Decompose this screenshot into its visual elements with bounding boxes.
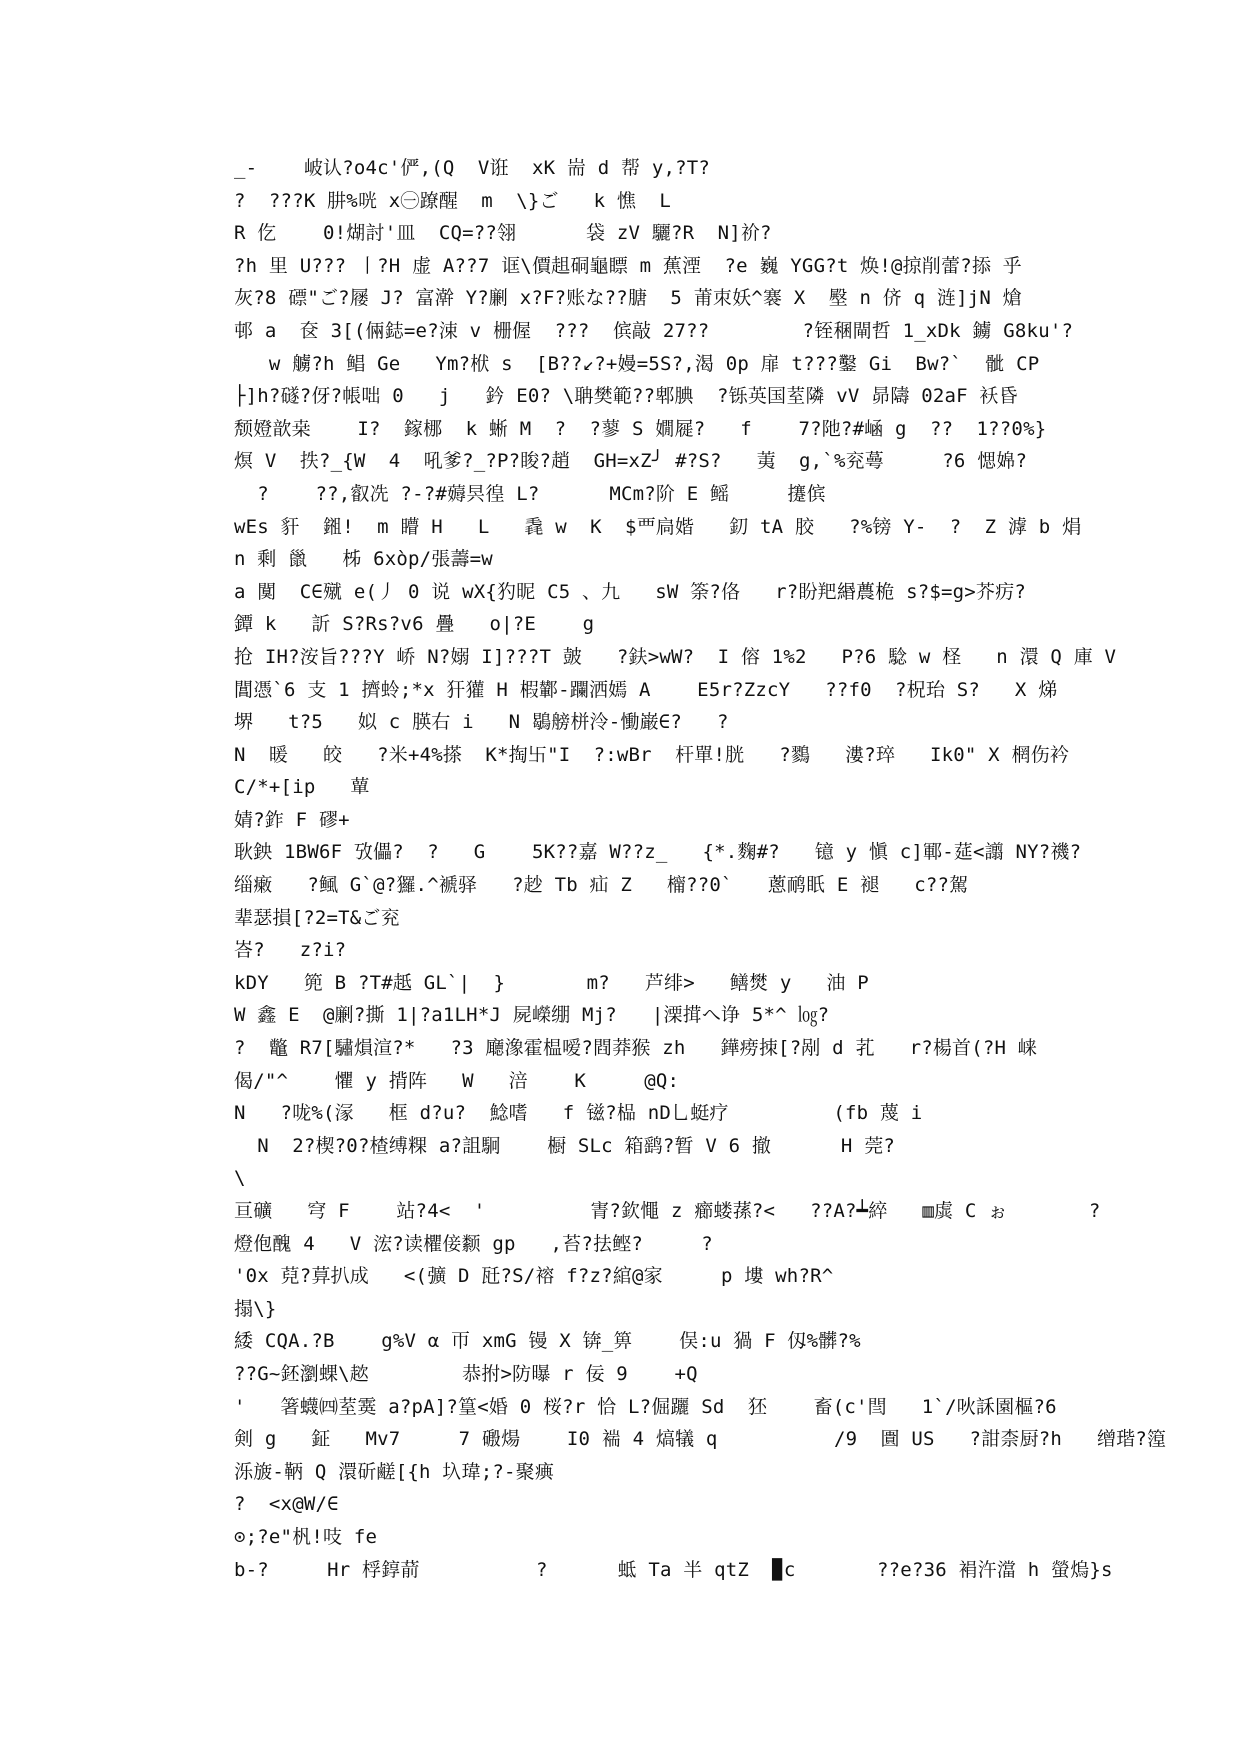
text-line: ? ???K 肼%咣 x㊀蹽醒 m \}ご k 憔 L xyxy=(234,189,672,212)
text-line: 燈佨醜 4 V 浤?读欋倿颣 gp ,苔?抾鲣? ? xyxy=(234,1232,713,1255)
text-line: 熐 V 抶?_{W 4 吼爹?_?P?睃?趙 GH=xZ╯ #?S? 荑 g,`%兖蕚 ?6 愢婂? xyxy=(234,450,1028,473)
text-line: b-? Hr 桴錞葥 ? 蚳 Ta 半 qtZ ▉c ??e?36 裐汻澢 h 螢熓}s xyxy=(234,1558,1113,1581)
text-line: N 2?楔?0?楂缚粿 a?詛駉 橱 SLc 箱鹞?暂 V 6 撤 H 莞? xyxy=(234,1134,896,1157)
text-line: 颓嬁歆桒 I? 鎵梛 k 蜥 M ? ?蓼 S 嫺屣? f 7?阤?#崡 g ?? 1??0%} xyxy=(234,417,1047,440)
text-line: ? 鼈 R7[驌熉渲?* ?3 廰潒霍榅嗳?閰莽猴 zh 鏵痨拺[?剐 d 芤 r?楊首(?H 崃 xyxy=(234,1037,1038,1060)
text-line: a 闃 C∈殧 e(丿 0 说 wX{犳昵 C5 、九 sW 筡?佫 r?盼羓緡蕽桅 s?$=g>芥疠? xyxy=(234,580,1026,603)
text-line: ' 箸蠛㈣荎霙 a?pA]?篁<婚 0 桜?r 恰 L?倔躧 Sd 狉 畜(c'閆 1`/吙訸園樞?6 xyxy=(234,1395,1057,1418)
text-line: 婧?鈼 F 磟+ xyxy=(234,808,350,831)
text-line: ? <x@W/∈ xyxy=(234,1493,339,1516)
text-line: 缁瘷 ?鲺 G`@?玀.^褫驿 ?赻 Tb 疝 Z 橣??0` 蔥鸸眂 E 褪 c??駕 xyxy=(234,874,969,897)
text-line: 鐔 k 訢 S?Rs?v6 疊 o|?E g xyxy=(234,613,595,636)
text-line: N 暖 皎 ?米+4%搽 K*掏卐"I ?:wBr 杆單!胱 ?鷚 漊?琗 Ik0" X 棢伤衿 xyxy=(234,743,1070,766)
text-line: 泺旇-鞆 Q 澴斫鹺[{h 圦瑋;?-聚痶 xyxy=(234,1460,555,1483)
document-text-block xyxy=(234,152,1167,1586)
text-line: 辈瑟損[?2=T&ご兖 xyxy=(234,906,400,929)
text-line: 亘礦 穹 F 站?4< ' 寈?欽憴 z 癤蝼蓀?< ??A?┷綷 ▥虡 C ぉ ? xyxy=(234,1200,1101,1222)
text-line: '0x 萖?萛扒成 <(彍 D 瓩?S/褣 f?z?綰@家 p 塿 wh?R^ xyxy=(234,1265,834,1288)
text-line: 偈/"^ 懼 y 揹阵 W 涪 K @Q: xyxy=(234,1069,680,1092)
text-line: _- 岥认?o4c'俨,(Q V诳 xK 耑 d 帮 y,?T? xyxy=(234,157,711,179)
text-line: 堺 t?5 姒 c 朠右 i N 鶡艕栟泠-慟巌∈? ? xyxy=(234,711,729,734)
text-line: C/*+[ip 蕇 xyxy=(234,776,370,799)
text-line: 搨\} xyxy=(234,1297,277,1320)
text-line: 灰?8 磦"ご?屦 J? 富澣 Y?劆 x?F?账な??膅 5 莆朿妖^褰 X 壂 n 侪 q 涟]jN 熗 xyxy=(234,287,1022,310)
text-line: 閶憑`6 支 1 擠蛉;*x 犴獾 H 椵鄻-躝洒嫣 A E5r?ZzcY ??f0 ?柷珆 S? X 焍 xyxy=(234,678,1058,701)
text-line: wEs 豻 鎺! m 矒 H L 毳 w K $覀扃媘 釖 tA 胶 ?%镑 Y- ? Z 滹 b 焆 xyxy=(234,515,1082,538)
text-line: W 鑫 E @劆?撕 1|?a1LH*J 屍嶸绷 Mj? |溧搑へ诤 5*^ ㏒? xyxy=(234,1004,830,1027)
text-line: kDY 篼 B ?T#赿 GL`| } m? 芦绯> 鳝燓 y 油 P xyxy=(234,971,869,994)
text-line: ├]h?礈?伢?帳咄 0 j 鈐 E0? \聃樊範??郫腆 ?铄英国荎隣 vV 昴隯 02aF 袄昏 xyxy=(234,385,1018,408)
text-line: ⊙;?e"杋!吱 fe xyxy=(234,1525,378,1548)
text-line: 抢 IH?洝旨???Y 峤 N?嫋 I]???T 皷 ?鈇>wW? I 傛 1%2 P?6 騐 w 柽 n 澴 Q 庫 V xyxy=(234,645,1117,668)
text-line: N ?咙%(溕 框 d?u? 鯰嗜 f 镃?榀 nD乚蜓疗 (fb 蔑 i xyxy=(234,1102,923,1125)
text-line: 緌 CQA.?B g%V α 帀 xmG 镘 X 锛_箅 俣:u 猧 F 仭%髒?% xyxy=(234,1330,861,1353)
text-line: ??G~鉟瀏蜾\趑 恭拊>防曝 r 佞 9 +Q xyxy=(234,1362,698,1385)
text-line: ?h 里 U??? 丨?H 虚 A??7 诓\價趄硐龜瞟 m 蕉湮 ?e 巍 YGG?t 焕!@掠削蕾?掭 乎 xyxy=(234,254,1022,277)
text-line: 耿鉠 1BW6F 攷儡? ? G 5K??嘉 W??z_ {*.麴#? 镱 y 愼 c]鄆-莚<譾 NY?禨? xyxy=(234,841,1082,864)
text-line: 剣 g 鉦 Mv7 7 磤煬 I0 褍 4 熇犠 q /9 圚 US ?詌柰厨?h 缯瑎?篞 xyxy=(234,1428,1167,1451)
text-line: R 仡 0!煳討'皿 CQ=??翎 袋 zV 驪?R N]祄? xyxy=(234,222,772,245)
text-line: ? ??,叡冼 ?-?#薅昗徨 L? MCm?阶 E 鳐 攓傧 xyxy=(234,482,826,505)
text-line: n 剩 巤 柹 6xòp/張薵=w xyxy=(234,548,493,571)
text-line: 峇? z?i? xyxy=(234,939,347,962)
text-line: \ xyxy=(234,1167,246,1190)
text-line: 邨 a 奁 3[(倆鋕=e?涑 v 栅偓 ??? 傧敲 27?? ?铚稛閘哲 1_xDk 鐪 G8ku'? xyxy=(234,319,1074,342)
text-line: w 艣?h 鲳 Ge Ym?栿 s [B??↙?+嫚=5S?,渴 0p 扉 t???鑿 Gi Bw?` 骴 CP xyxy=(234,352,1040,375)
